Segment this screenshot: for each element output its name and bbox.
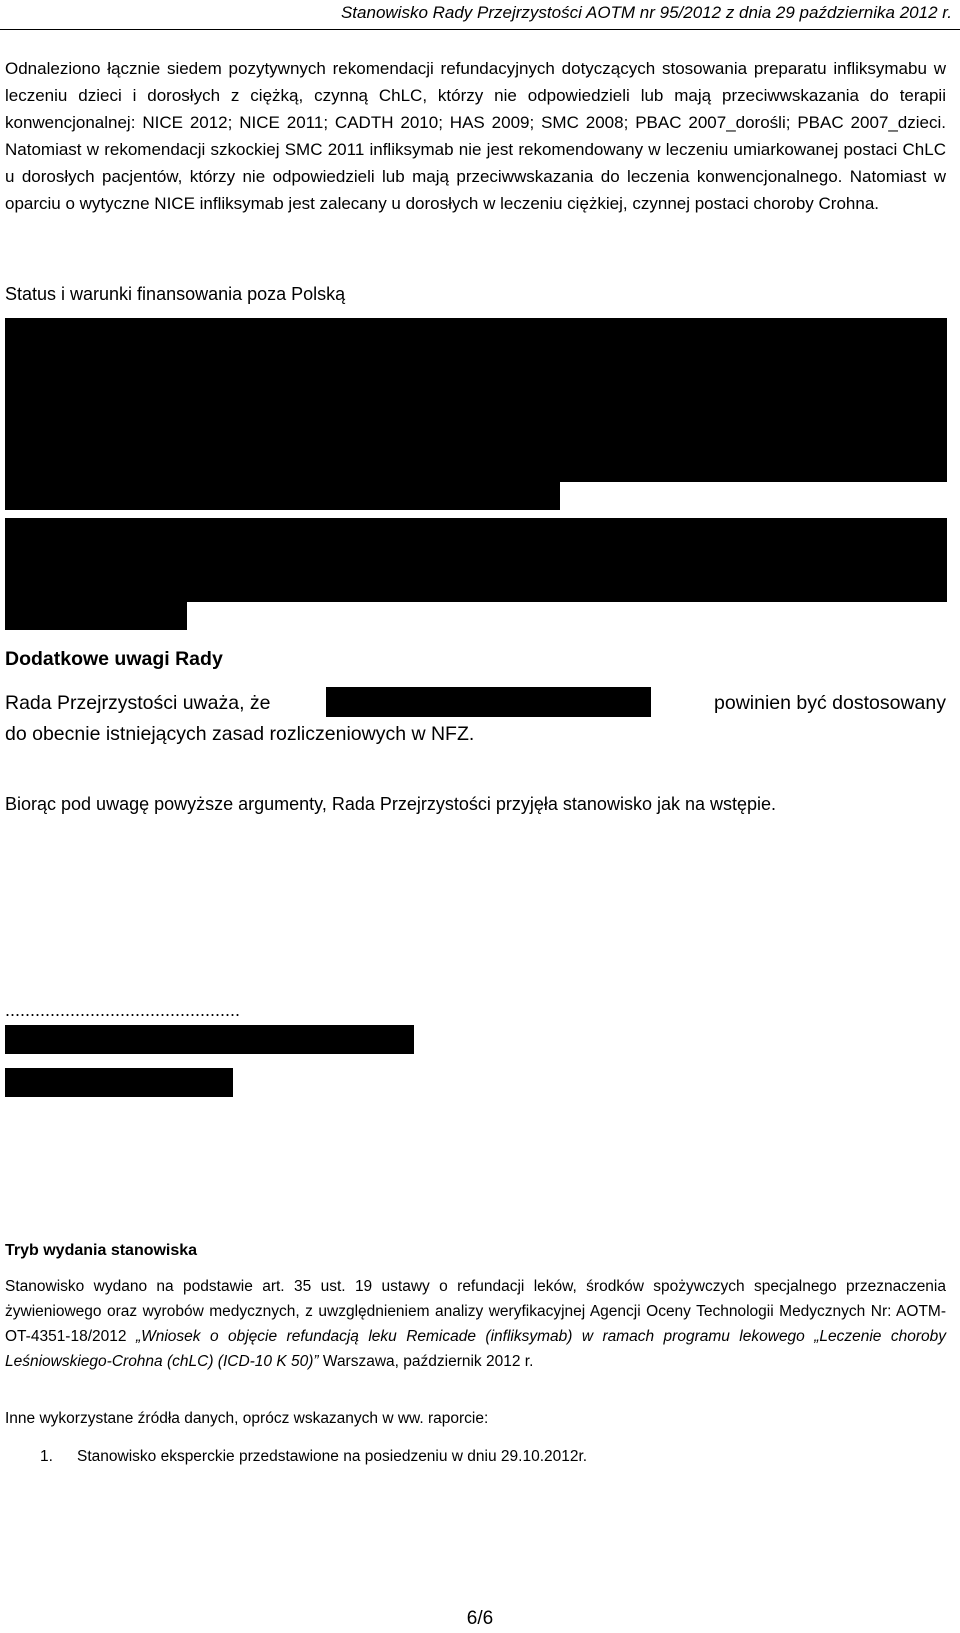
redaction-bar xyxy=(5,518,947,546)
redaction-bar xyxy=(5,344,947,370)
redaction-bar xyxy=(5,482,560,510)
list-item xyxy=(40,1448,587,1466)
mode-heading: Tryb wydania stanowiska xyxy=(5,1242,198,1259)
remarks-heading: Dodatkowe uwagi Rady xyxy=(5,648,223,670)
redaction-bar xyxy=(5,398,947,426)
redaction-bar xyxy=(5,426,947,454)
redaction-bar xyxy=(5,370,947,398)
list-item-text: Stanowisko eksperckie przedstawione na posiedzeniu w dniu 29.10.2012r. xyxy=(77,1448,588,1465)
mode-text-end: Warszawa, październik 2012 r. xyxy=(318,1353,534,1370)
redaction-bar xyxy=(5,574,947,602)
intro-paragraph: Odnaleziono łącznie siedem pozytywnych rekomendacji refundacyjnych dotyczących stosowania preparatu infliksymabu w leczeniu dzieci i dorosłych z ciężką, czynną ChLC, którzy nie odpowiedzieli lub mają przeciwwskazania do terapii konwencjonalnej: NICE 2012; NICE 2011; CADTH 2010; HAS 2009; SMC 2008; PBAC 2007_dorośli; PBAC 2007_dzieci. Natomiast w rekomendacji szkockiej SMC 2011 infliksymab nie jest rekomendowany w leczeniu umiarkowanej postaci ChLC u dorosłych pacjentów, którzy nie odpowiedzieli lub mają przeciwwskazania do leczenia konwencjonalnego. Natomiast w oparciu o wytyczne NICE infliksymab jest zalecany u dorosłych w leczeniu ciężkiej, czynnej postaci choroby Crohna. xyxy=(5,59,946,213)
page-number: 6/6 xyxy=(466,1608,494,1629)
header-title: Stanowisko Rady Przejrzystości AOTM nr 95/2012 z dnia 29 października 2012 r. xyxy=(340,3,952,22)
status-heading: Status i warunki finansowania poza Polską xyxy=(5,284,346,304)
redaction-bar xyxy=(326,687,651,717)
mode-text-italic: „Wniosek o objęcie refundacją leku Remicade (infliksymab) w ramach programu lekowego „Leczenie choroby Leśniowskiego-Crohna (chLC) (ICD-10 K 50)” xyxy=(5,1328,946,1370)
signature-redaction xyxy=(5,1068,233,1097)
redaction-bar xyxy=(5,546,947,574)
conclusion-text: Biorąc pod uwagę powyższe argumenty, Rada Przejrzystości przyjęła stanowisko jak na wstępie. xyxy=(5,794,777,814)
redaction-bar xyxy=(5,318,947,344)
remarks-line1-end: powinien być dostosowany xyxy=(714,692,946,714)
list-item-number: 1. xyxy=(40,1448,53,1465)
remarks-line2: do obecnie istniejących zasad rozliczeniowych w NFZ. xyxy=(5,723,475,745)
mode-text xyxy=(5,1274,946,1374)
mode-text-plain: Stanowisko wydano na podstawie art. 35 ust. 19 ustawy o refundacji leków, środków spożywczych specjalnego przeznaczenia żywieniowego oraz wyrobów medycznych, z uwzględnieniem analizy weryfikacyjnej Agencji Oceny Technologii Medycznych Nr: AOTM-OT-4351-18/2012 xyxy=(5,1278,946,1345)
sources-label: Inne wykorzystane źródła danych, oprócz wskazanych w ww. raporcie: xyxy=(5,1410,489,1427)
page-header xyxy=(0,2,952,26)
header-divider xyxy=(0,29,960,30)
redaction-bar xyxy=(5,602,187,630)
remarks-line1-start: Rada Przejrzystości uważa, że xyxy=(5,692,271,714)
redaction-bar xyxy=(5,454,947,482)
signature-redaction xyxy=(5,1025,414,1054)
signature-dots: ............................................... xyxy=(5,1000,241,1020)
